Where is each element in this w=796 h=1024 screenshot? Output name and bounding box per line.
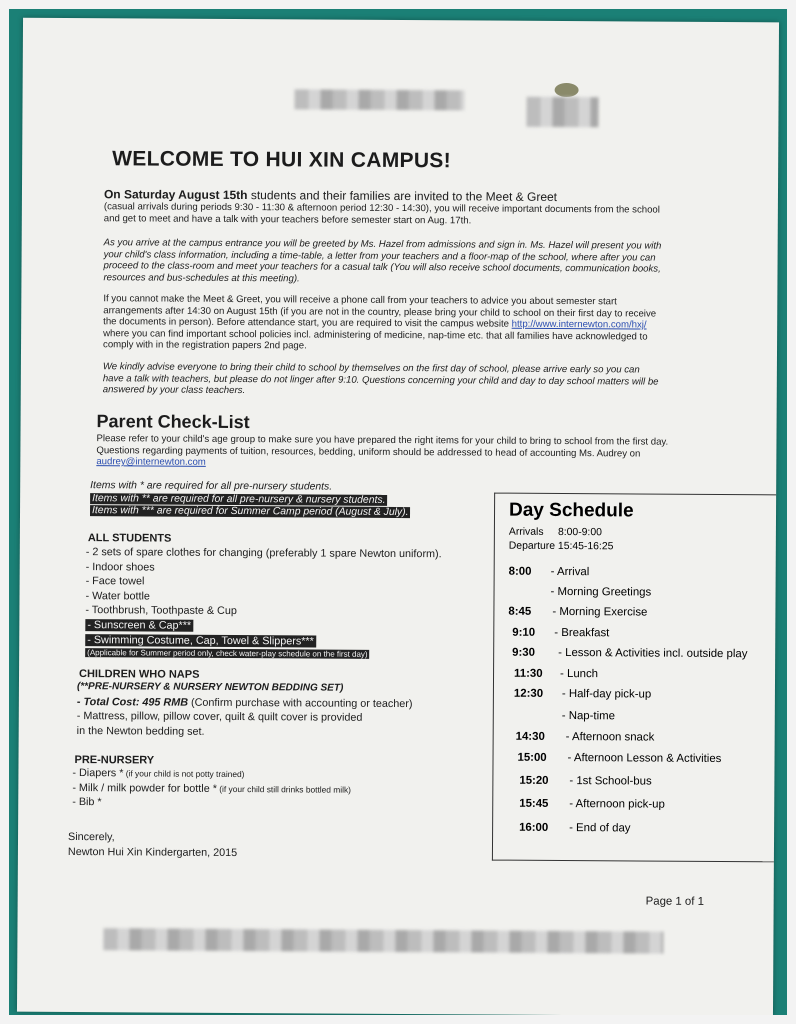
intro-para2: As you arrive at the campus entrance you will be greeted by Ms. Hazel from admissions and sign in. Ms. Hazel will present you with your child's class information, including a time-table, a letter from your teachers and a floor-map of the school, where after you can proceed to the class-room and meet your teachers for a casual talk (You will also receive school documents, communication books, resources and bus-schedules at this meeting). [103, 237, 662, 285]
schedule-time: 8:45 [508, 605, 532, 618]
intro-lead-rest: students and their families are invited to the Meet & Greet [247, 188, 558, 204]
legend-item: Items with *** are required for Summer Camp period (August & July). [91, 505, 409, 519]
schedule-activity: - Morning Exercise [552, 605, 648, 619]
schedule-time: 11:30 [514, 667, 543, 680]
intro-lead-bold: On Saturday August 15th [103, 187, 248, 203]
departure-time: 15:45-16:25 [557, 540, 614, 553]
all-students-heading: ALL STUDENTS [87, 532, 172, 545]
legend-item: Items with * are required for all pre-nursery students. [90, 480, 333, 493]
naps-cost: - Total Cost: 495 RMB [76, 695, 189, 709]
prenursery-heading: PRE-NURSERY [74, 754, 155, 767]
list-item: - Toothbrush, Toothpaste & Cup [85, 604, 237, 618]
naps-sub: (**PRE-NURSERY & NURSERY NEWTON BEDDING SET) [76, 681, 344, 694]
prenursery-item-note: (if your child still drinks bottled milk) [216, 783, 352, 795]
naps-heading: CHILDREN WHO NAPS [78, 668, 200, 681]
schedule-activity: - Arrival [550, 565, 590, 579]
schedule-activity: - Breakfast [554, 626, 610, 640]
naps-line: - Mattress, pillow, pillow cover, quilt & quilt cover is provided [76, 710, 363, 724]
schedule-time: 15:20 [519, 774, 549, 787]
schedule-time: 16:00 [519, 821, 549, 834]
prenursery-item: - Diapers * [72, 767, 124, 780]
list-item: - Indoor shoes [85, 560, 155, 574]
signoff-line: Newton Hui Xin Kindergarten, 2015 [67, 845, 238, 859]
schedule-heading: Day Schedule [508, 499, 634, 522]
accounting-email-link[interactable]: audrey@internewton.com [96, 456, 206, 469]
list-item: - Sunscreen & Cap*** [87, 619, 192, 632]
intro-para3-b: where you can find important school policies incl. administering of medicine, nap-time etc. that all families have acknowledged to comply with in the registration papers 2nd page. [103, 327, 648, 352]
legend-item: Items with ** are required for all pre-nursery & nursery students. [92, 492, 386, 506]
schedule-activity: - Lesson & Activities incl. outside play [558, 646, 748, 661]
campus-website-link[interactable]: http://www.internewton.com/hxj/ [511, 318, 647, 331]
schedule-activity: - Afternoon Lesson & Activities [567, 752, 722, 765]
checklist-desc: Please refer to your child's age group to make sure you have prepared the right items for your child to bring to school from the first day. Questions regarding payments of tuition, resources, bedding, uniform should be addressed to head of accounting Ms. Audrey on [96, 433, 669, 460]
schedule-activity: - Morning Greetings [550, 585, 652, 599]
arrivals-label: Arrivals [508, 526, 544, 538]
prenursery-item: - Milk / milk powder for bottle * [72, 781, 217, 795]
schedule-time: 12:30 [513, 687, 544, 700]
checklist-heading: Parent Check-List [96, 411, 250, 433]
schedule-time: 9:30 [512, 646, 536, 659]
naps-line: in the Newton bedding set. [76, 724, 205, 738]
intro-detail: (casual arrivals during periods 9:30 - 11:30 & afternoon period 12:30 - 14:30), you will receive important documents from the school and get to meet and have a talk with your teachers before semester start on Aug. 17th. [103, 201, 660, 227]
schedule-time: 9:10 [512, 626, 536, 639]
schedule-time: 15:45 [519, 797, 549, 810]
schedule-time: 8:00 [508, 565, 532, 578]
arrivals-time: 8:00-9:00 [557, 526, 602, 539]
page-title: WELCOME TO HUI XIN CAMPUS! [112, 147, 451, 173]
naps-cost-note: (Confirm purchase with accounting or teacher) [188, 696, 413, 710]
schedule-activity: - Lunch [560, 667, 599, 681]
intro-para3-a: If you cannot make the Meet & Greet, you will receive a phone call from your teachers to advice you about semester start arrangements after 14:30 on August 15th (if you are not in the country, please bring your child to school on their first day to receive the documents in person). Before attendance start, you are required to visit the campus website [103, 293, 657, 330]
prenursery-item: - Bib * [72, 796, 102, 809]
schedule-activity: - End of day [569, 822, 631, 835]
schedule-activity: - Half-day pick-up [561, 688, 652, 701]
schedule-activity: - 1st School-bus [569, 775, 652, 788]
signoff-line: Sincerely, [68, 830, 115, 844]
page-number: Page 1 of 1 [645, 895, 704, 908]
schedule-activity: - Nap-time [561, 710, 615, 723]
summer-note: (Applicable for Summer period only, check water-play schedule on the first day) [87, 648, 368, 659]
list-item: - 2 sets of spare clothes for changing (preferably 1 spare Newton uniform). [85, 546, 442, 561]
list-item: - Water bottle [85, 589, 150, 603]
list-item: - Face towel [85, 575, 145, 588]
prenursery-item-note: (if your child is not potty trained) [123, 768, 245, 780]
schedule-time: 15:00 [517, 751, 547, 764]
departure-label: Departure [508, 540, 556, 552]
schedule-activity: - Afternoon pick-up [569, 798, 665, 811]
list-item: - Swimming Costume, Cap, Towel & Slippers*** [87, 633, 314, 648]
schedule-activity: - Afternoon snack [565, 731, 655, 744]
schedule-time: 14:30 [515, 730, 545, 743]
intro-para4: We kindly advise everyone to bring their child to school by themselves on the first day of school, please arrive early so you can have a talk with teachers, but please do not linger after 9:10. Questions concerning your child and day to day school matters will be answered by your class teachers. [102, 361, 659, 397]
